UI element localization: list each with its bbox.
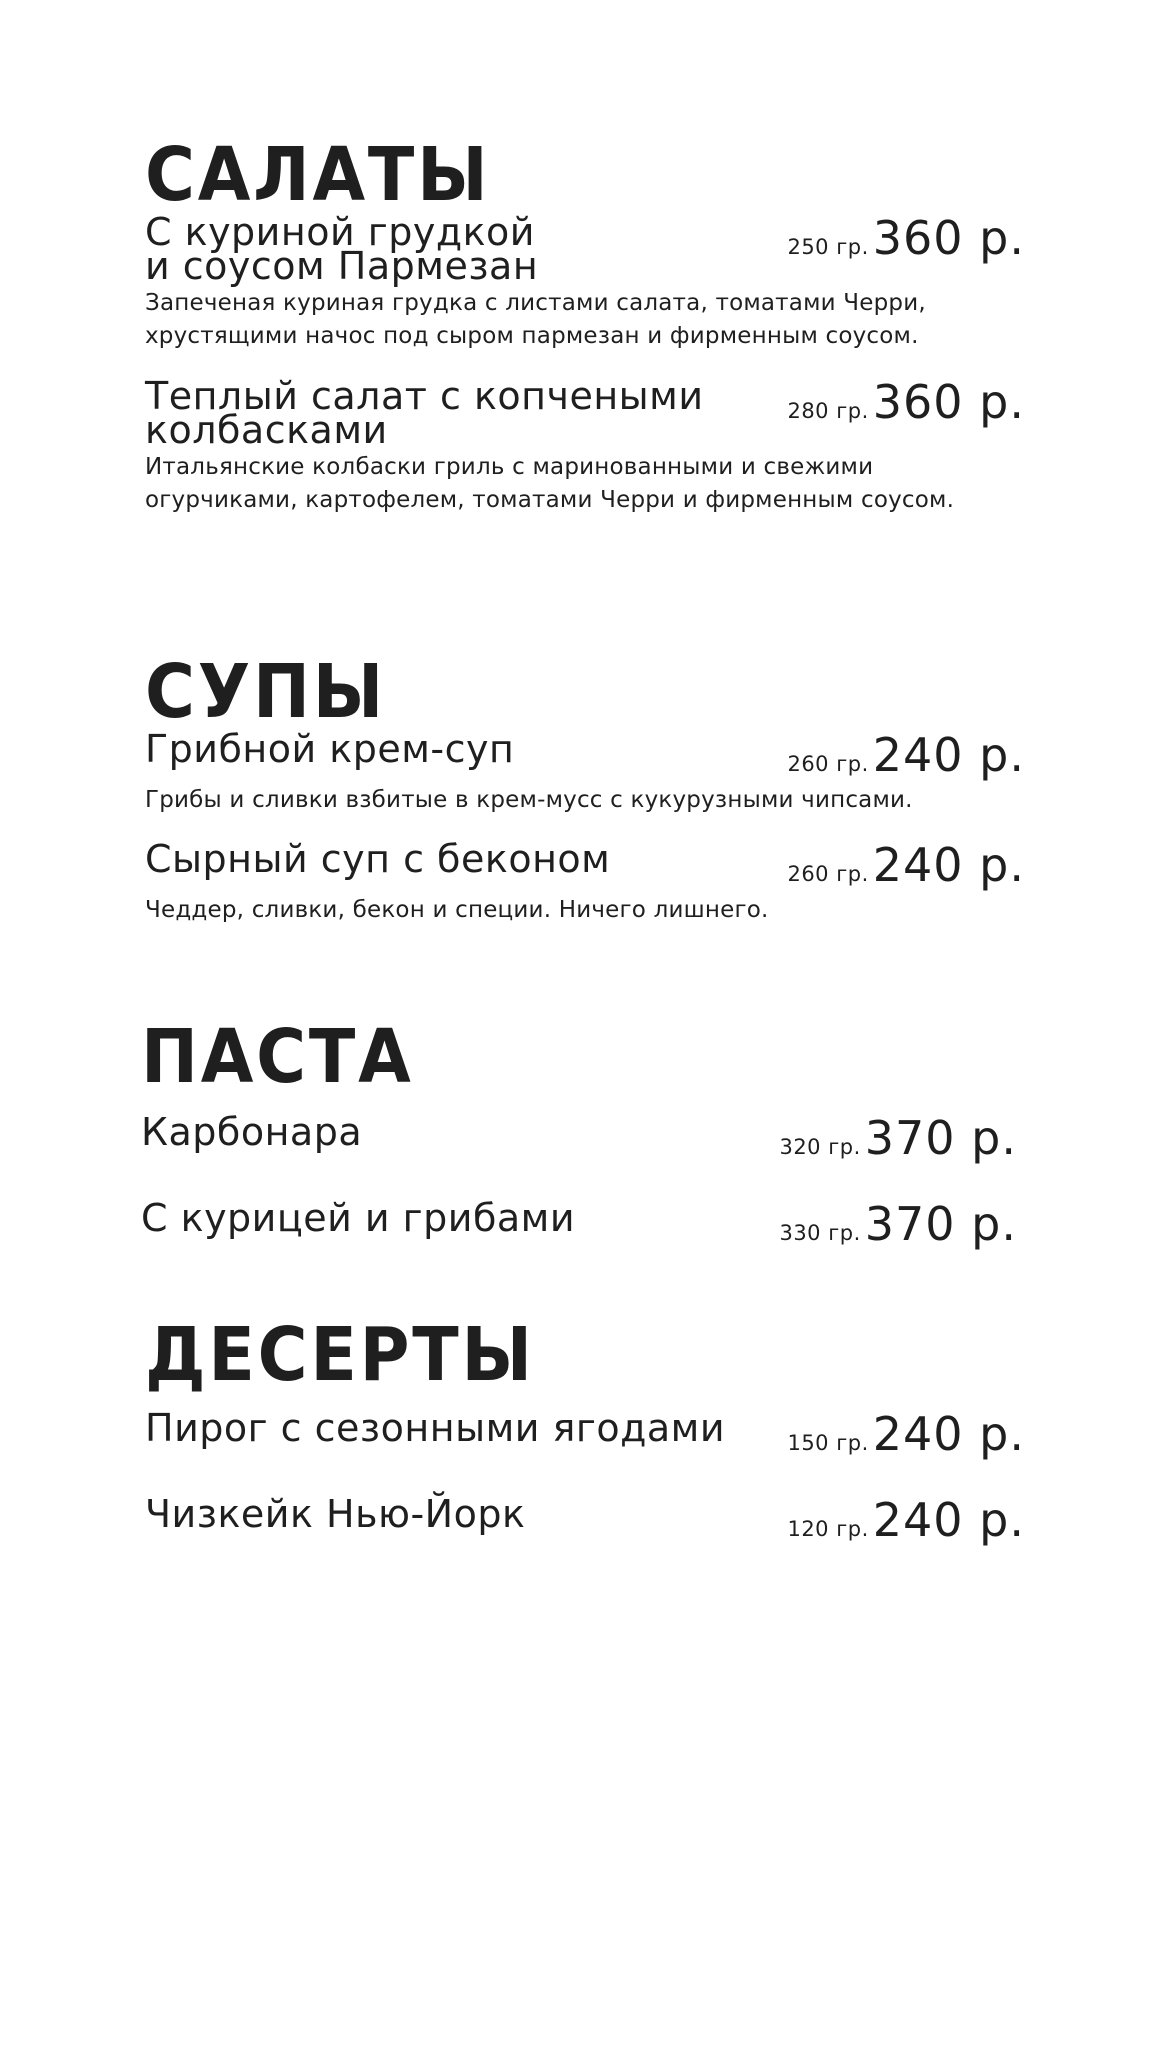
- item-price-block: [787, 211, 1025, 265]
- section-soups: [145, 649, 1025, 924]
- item-price: 240 р.: [872, 1407, 1025, 1461]
- section-title: САЛАТЫ: [145, 132, 491, 218]
- item-price: 370 р.: [864, 1111, 1017, 1165]
- item-name: Теплый салат с копчеными колбасками: [145, 374, 704, 452]
- menu-item: [145, 210, 1025, 353]
- menu-item: [145, 837, 1025, 924]
- item-weight: 260 гр.: [787, 752, 869, 776]
- menu-item: [141, 1196, 1017, 1251]
- item-price-block: [787, 838, 1025, 892]
- item-name: Чизкейк Нью-Йорк: [145, 1492, 526, 1536]
- item-price-block: [787, 1493, 1025, 1547]
- item-description: Грибы и сливки взбитые в крем-мусс с кукурузными чипсами.: [145, 787, 913, 813]
- item-price: 360 р.: [872, 375, 1025, 429]
- item-description: Чеддер, сливки, бекон и специи. Ничего лишнего.: [145, 897, 769, 923]
- item-name: Грибной крем-суп: [145, 727, 515, 771]
- section-desserts: [145, 1312, 1025, 1547]
- item-price-block: [787, 1407, 1025, 1461]
- item-price-block: [787, 728, 1025, 782]
- menu-item: [141, 1110, 1017, 1165]
- item-weight: 260 гр.: [787, 862, 869, 886]
- item-weight: 120 гр.: [787, 1517, 869, 1541]
- item-weight: 150 гр.: [787, 1431, 869, 1455]
- section-title: ПАСТА: [141, 1014, 414, 1100]
- menu-item: [145, 1406, 1025, 1461]
- item-weight: 280 гр.: [787, 399, 869, 423]
- item-name: Сырный суп с беконом: [145, 837, 611, 881]
- item-price-block: [779, 1197, 1017, 1251]
- section-title: ДЕСЕРТЫ: [145, 1312, 535, 1398]
- item-price-block: [787, 375, 1025, 429]
- item-name: С куриной грудкой и соусом Пармезан: [145, 210, 539, 288]
- menu-item: [145, 727, 1025, 814]
- item-description: Запеченая куриная грудка с листами салата, томатами Черри, хрустящими начос под сыром пармезан и фирменным соусом.: [145, 290, 926, 349]
- item-weight: 320 гр.: [779, 1135, 861, 1159]
- item-name: Пирог с сезонными ягодами: [145, 1406, 726, 1450]
- section-pasta: [141, 1014, 1021, 1251]
- item-description: Итальянские колбаски гриль с маринованными и свежими огурчиками, картофелем, томатами Черри и фирменным соусом.: [145, 454, 955, 513]
- item-price: 240 р.: [872, 838, 1025, 892]
- item-weight: 330 гр.: [779, 1221, 861, 1245]
- item-weight: 250 гр.: [787, 235, 869, 259]
- item-name: Карбонара: [141, 1110, 363, 1154]
- item-price: 240 р.: [872, 1493, 1025, 1547]
- section-title: СУПЫ: [145, 649, 387, 735]
- item-name: С курицей и грибами: [141, 1196, 576, 1240]
- item-price: 360 р.: [872, 211, 1025, 265]
- menu-item: [145, 1492, 1025, 1547]
- section-salads: [145, 132, 1025, 517]
- item-price: 370 р.: [864, 1197, 1017, 1251]
- item-price: 240 р.: [872, 728, 1025, 782]
- item-price-block: [779, 1111, 1017, 1165]
- menu-item: [145, 374, 1025, 517]
